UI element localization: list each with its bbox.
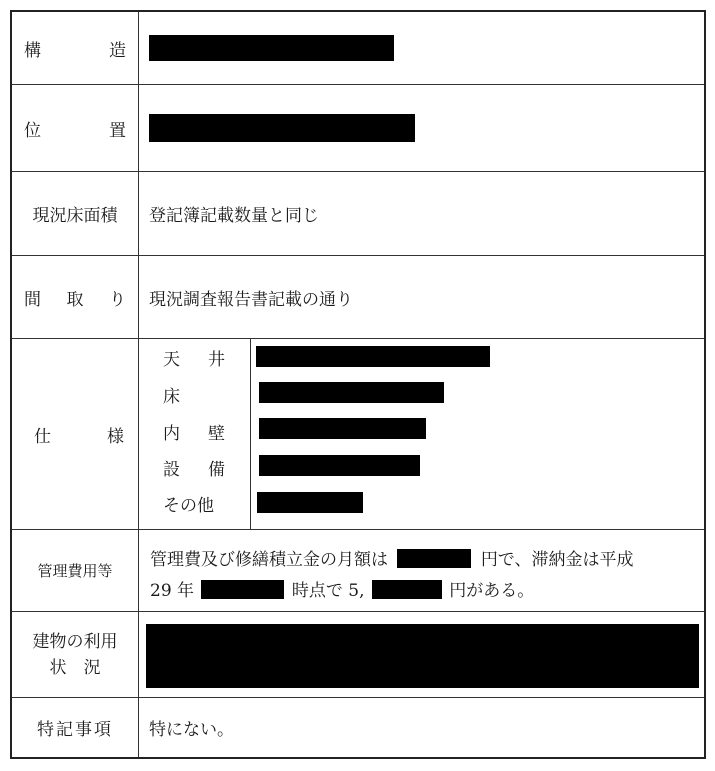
redaction-bar (201, 580, 284, 599)
label-building-usage: 建物の利用 状 況 (12, 612, 139, 697)
redaction-bar (259, 382, 444, 403)
label-structure-char2: 造 (109, 40, 126, 61)
label-management: 管理費用等 (12, 530, 139, 611)
row-management (12, 530, 704, 612)
row-remarks (12, 698, 704, 757)
redaction-bar (149, 35, 394, 61)
value-layout: 現況調査報告書記載の通り (149, 289, 353, 310)
management-line2: 29 年 時点で 5, 円がある。 (150, 581, 535, 601)
label-layout (12, 256, 139, 338)
redaction-bar (372, 580, 442, 599)
value-floor-area: 登記簿記載数量と同じ (149, 206, 319, 226)
row-building-usage (12, 612, 704, 698)
spec-item-floor: 床 (163, 387, 180, 407)
value-location (139, 85, 704, 171)
label-structure-char1: 構 (24, 40, 41, 61)
label-remarks: 特記事項 (12, 698, 139, 757)
management-line1: 管理費及び修繕積立金の月額は 円で、滞納金は平成 (150, 550, 634, 570)
label-floor-area: 現況床面積 (12, 172, 139, 255)
redaction-bar (259, 455, 420, 476)
redaction-bar (257, 492, 363, 513)
label-spec-char2: 様 (107, 426, 124, 447)
spec-item-other: その他 (163, 496, 214, 516)
label-location (12, 85, 139, 171)
label-layout-char1: 間 (24, 289, 41, 310)
label-spec-char1: 仕 (34, 426, 51, 447)
row-location (12, 85, 704, 172)
spec-item-ceiling: 天 井 (163, 350, 225, 370)
value-structure (139, 12, 704, 84)
label-layout-char3: り (109, 289, 126, 310)
label-location-char1: 位 (24, 120, 41, 141)
redaction-bar (149, 114, 415, 142)
row-spec (12, 339, 704, 530)
spec-item-inner-wall: 内 壁 (163, 424, 225, 444)
label-location-char2: 置 (109, 120, 126, 141)
spec-item-equipment: 設 備 (163, 460, 225, 480)
redaction-bar (259, 418, 426, 439)
redaction-bar (146, 624, 699, 688)
value-remarks: 特にない。 (149, 720, 234, 740)
row-structure (12, 12, 704, 85)
label-layout-char2: 取 (66, 289, 84, 310)
label-structure (12, 12, 139, 84)
property-spec-table (10, 10, 706, 759)
redaction-bar (256, 346, 490, 367)
row-floor-area (12, 172, 704, 256)
spec-item-names (139, 339, 251, 529)
row-layout (12, 256, 704, 339)
redaction-bar (397, 549, 471, 568)
label-spec (12, 339, 139, 529)
